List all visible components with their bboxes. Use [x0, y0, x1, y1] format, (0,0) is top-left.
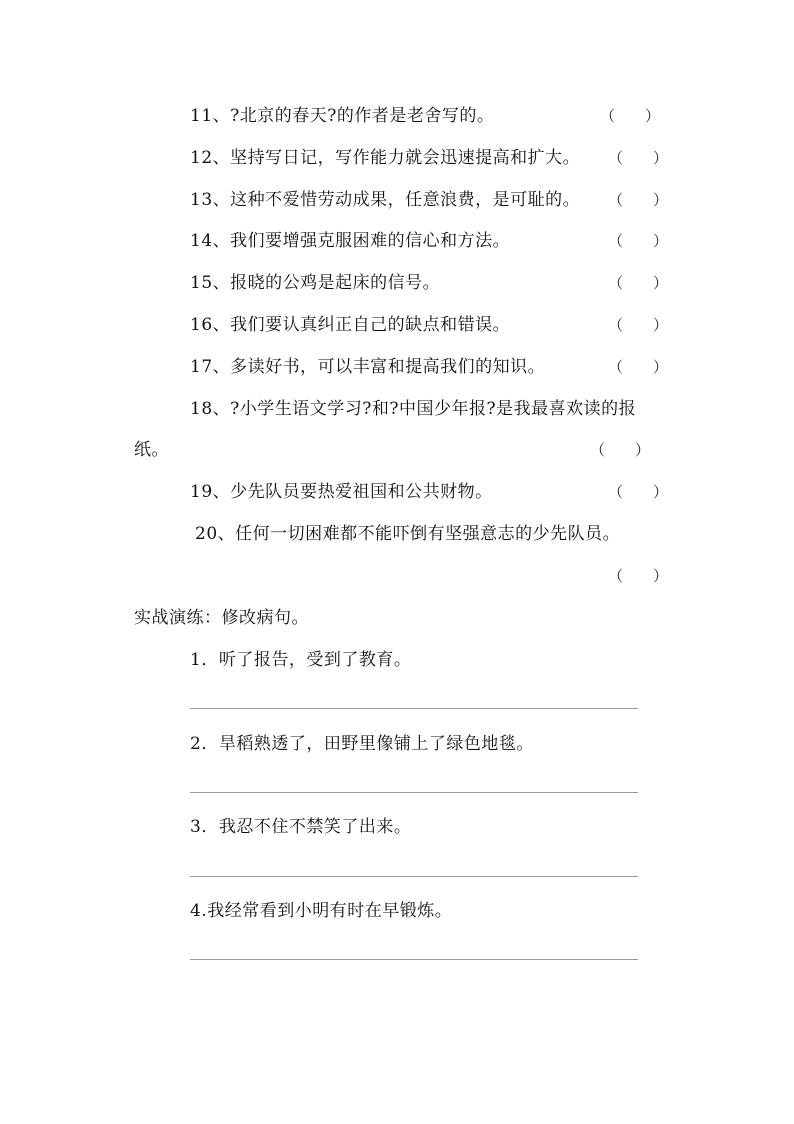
judgement-item-13: 13、这种不爱惜劳动成果，任意浪费，是可耻的。 — [190, 190, 581, 210]
judgement-item-18: 18、?小学生语文学习?和?中国少年报?是我最喜欢读的报 — [190, 399, 637, 419]
judgement-item-18-continued: 纸。 — [134, 440, 169, 460]
answer-bracket-13[interactable]: （ ） — [608, 191, 669, 209]
practice-sentence-3: 3．我忍不住不禁笑了出来。 — [190, 817, 412, 837]
judgement-item-16: 16、我们要认真纠正自己的缺点和错误。 — [190, 315, 511, 335]
answer-bracket-15[interactable]: （ ） — [608, 274, 669, 292]
practice-sentence-1: 1．听了报告，受到了教育。 — [190, 650, 412, 670]
judgement-item-11: 11、?北京的春天?的作者是老舍写的。 — [190, 106, 495, 126]
judgement-item-12: 12、坚持写日记，写作能力就会迅速提高和扩大。 — [190, 148, 581, 168]
judgement-item-17: 17、多读好书，可以丰富和提高我们的知识。 — [190, 357, 546, 377]
judgement-item-15: 15、报晓的公鸡是起床的信号。 — [190, 273, 441, 293]
answer-bracket-18[interactable]: （ ） — [590, 441, 651, 459]
judgement-item-19: 19、少先队员要热爱祖国和公共财物。 — [190, 482, 493, 502]
practice-sentence-4: 4.我经常看到小明有时在早锻炼。 — [190, 901, 453, 921]
answer-bracket-17[interactable]: （ ） — [608, 358, 669, 376]
practice-answer-line-4[interactable] — [190, 959, 638, 960]
answer-bracket-11[interactable]: （ ） — [600, 107, 661, 125]
judgement-item-20: 20、任何一切困难都不能吓倒有坚强意志的少先队员。 — [195, 524, 621, 544]
answer-bracket-12[interactable]: （ ） — [608, 149, 669, 167]
practice-answer-line-1[interactable] — [190, 708, 638, 709]
answer-bracket-14[interactable]: （ ） — [608, 232, 669, 250]
practice-sentence-2: 2．旱稻熟透了，田野里像铺上了绿色地毯。 — [190, 734, 534, 754]
answer-bracket-19[interactable]: （ ） — [608, 483, 669, 501]
judgement-item-14: 14、我们要增强克服困难的信心和方法。 — [190, 231, 511, 251]
practice-answer-line-2[interactable] — [190, 792, 638, 793]
answer-bracket-16[interactable]: （ ） — [608, 316, 669, 334]
practice-answer-line-3[interactable] — [190, 876, 638, 877]
answer-bracket-20[interactable]: （ ） — [608, 567, 669, 585]
practice-heading: 实战演练：修改病句。 — [134, 608, 309, 628]
